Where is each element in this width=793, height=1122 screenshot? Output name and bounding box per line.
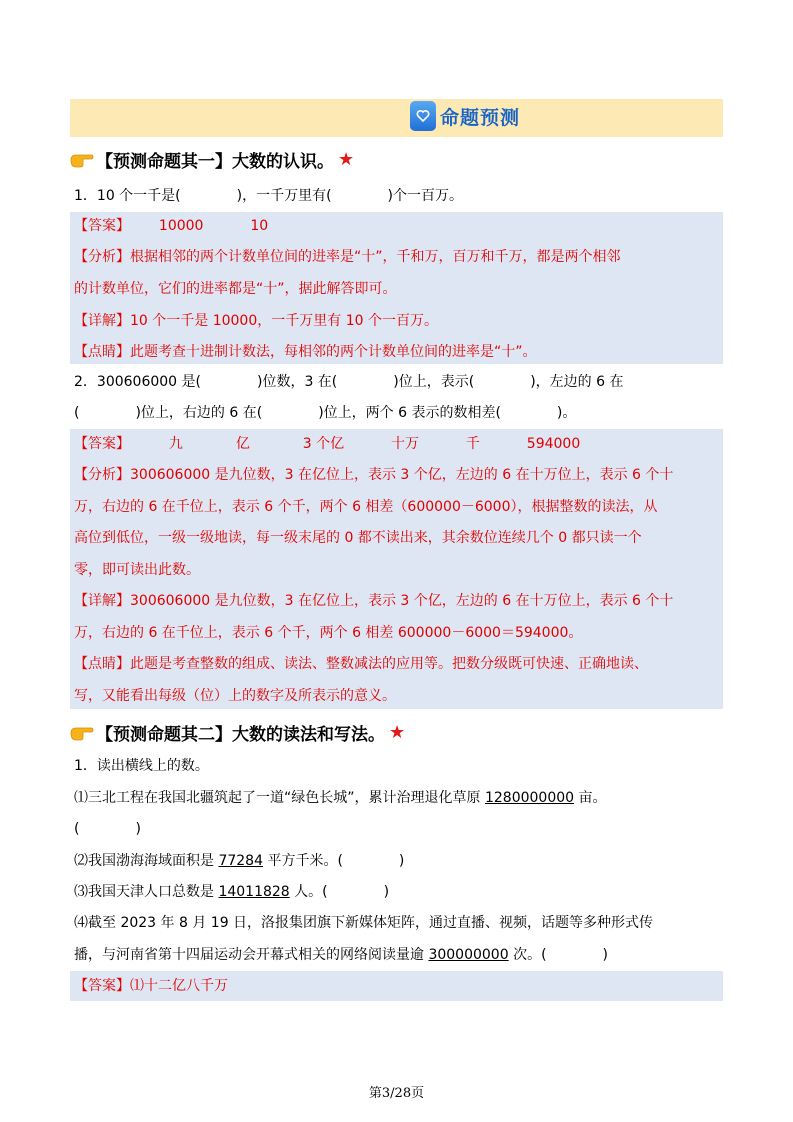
part-text: 次。( ) (508, 947, 608, 963)
part-text: ⑵我国渤海海域面积是 (74, 853, 219, 869)
section-banner (70, 99, 723, 137)
answer-value: 10 (250, 218, 269, 234)
underlined-number: 1280000000 (484, 790, 575, 806)
question-2-line-2: ( )位上，右边的 6 在( )位上，两个 6 表示的数相差( )。 (74, 405, 577, 421)
part-text: 亩。 (574, 790, 607, 806)
question-1: 1．10 个一千是( )，一千万里有( )个一百万。 (74, 188, 464, 204)
underlined-number: 14011828 (218, 884, 290, 900)
analysis-line: 【分析】根据相邻的两个计数单位间的进率是“十”，千和万，百万和千万，都是两个相邻 (74, 249, 621, 265)
answer-value: 594000 (526, 436, 581, 452)
part-text: 平方千米。( ) (263, 853, 405, 869)
answer-line-1 (74, 216, 268, 236)
detail-line: 【详解】300606000 是九位数，3 在亿位上，表示 3 个亿，左边的 6 在十万位上，表示 6 个十 (74, 593, 674, 609)
question-3-part-3 (74, 882, 389, 902)
answer-blank: ( ) (74, 821, 141, 837)
heading-text: 【预测命题其二】大数的读法和写法。 (96, 725, 385, 745)
answer-line-2 (74, 434, 580, 454)
question-3-part-4-line-1: ⑷截至 2023 年 8 月 19 日，洛报集团旗下新媒体矩阵，通过直播、视频，话题等多种形式传 (74, 915, 654, 931)
star-icon: ★ (389, 722, 406, 743)
detail-line: 万，右边的 6 在千位上，表示 6 个千，两个 6 相差 600000－6000＝594000。 (74, 625, 583, 641)
point-line: 写，又能看出每级（位）上的数字及所表示的意义。 (74, 688, 396, 704)
answer-tag: 【答案】 (74, 218, 130, 234)
question-3-part-2 (74, 851, 404, 871)
answer-value: 3 个亿 (302, 436, 345, 452)
pointing-hand-icon (70, 151, 94, 169)
star-icon: ★ (338, 149, 355, 170)
analysis-line: 高位到低位，一级一级地读，每一级末尾的 0 都不读出来，其余数位连续几个 0 都只读一个 (74, 530, 642, 546)
point-line: 【点睛】此题是考查整数的组成、读法、整数减法的应用等。把数分级既可快速、正确地读、 (74, 656, 648, 672)
shield-heart-icon (410, 101, 436, 131)
underlined-number: 300000000 (428, 947, 509, 963)
answer-value: 亿 (235, 436, 250, 452)
answer-value: 十万 (390, 436, 419, 452)
pointing-hand-icon (70, 724, 94, 742)
point-line: 【点睛】此题考查十进制计数法，每相邻的两个计数单位间的进率是“十”。 (74, 344, 537, 360)
answer-tag: 【答案】 (74, 436, 130, 452)
answer-line-3: 【答案】⑴十二亿八千万 (74, 978, 228, 994)
part-text: ⑶我国天津人口总数是 (74, 884, 219, 900)
banner-title: 命题预测 (440, 106, 521, 129)
heading-text: 【预测命题其一】大数的认识。 (96, 152, 334, 172)
section-heading-2 (70, 720, 405, 745)
page-number: 第3/28页 (368, 1086, 425, 1101)
analysis-line: 零，即可读出此数。 (74, 562, 200, 578)
question-3-part-4-line-2 (74, 945, 608, 965)
analysis-line: 的计数单位，它们的进率都是“十”，据此解答即可。 (74, 281, 397, 297)
answer-value: 10000 (158, 218, 204, 234)
question-3-part-1 (74, 788, 607, 808)
underlined-number: 77284 (218, 853, 263, 869)
section-heading-1 (70, 147, 354, 172)
analysis-line: 万，右边的 6 在千位上，表示 6 个千，两个 6 相差（600000－6000），根据整数的读法，从 (74, 499, 658, 515)
question-3-intro: 1．读出横线上的数。 (74, 758, 209, 774)
detail-line: 【详解】10 个一千是 10000，一千万里有 10 个一百万。 (74, 313, 438, 329)
answer-value: 九 (168, 436, 183, 452)
answer-value: 千 (465, 436, 480, 452)
part-text: 播，与河南省第十四届运动会开幕式相关的网络阅读量逾 (74, 947, 429, 963)
part-text: ⑴三北工程在我国北疆筑起了一道“绿色长城”，累计治理退化草原 (74, 790, 485, 806)
question-2-line-1: 2．300606000 是( )位数，3 在( )位上，表示( )，左边的 6 在 (74, 374, 624, 390)
part-text: 人。( ) (289, 884, 390, 900)
analysis-line: 【分析】300606000 是九位数，3 在亿位上，表示 3 个亿，左边的 6 在十万位上，表示 6 个十 (74, 467, 674, 483)
